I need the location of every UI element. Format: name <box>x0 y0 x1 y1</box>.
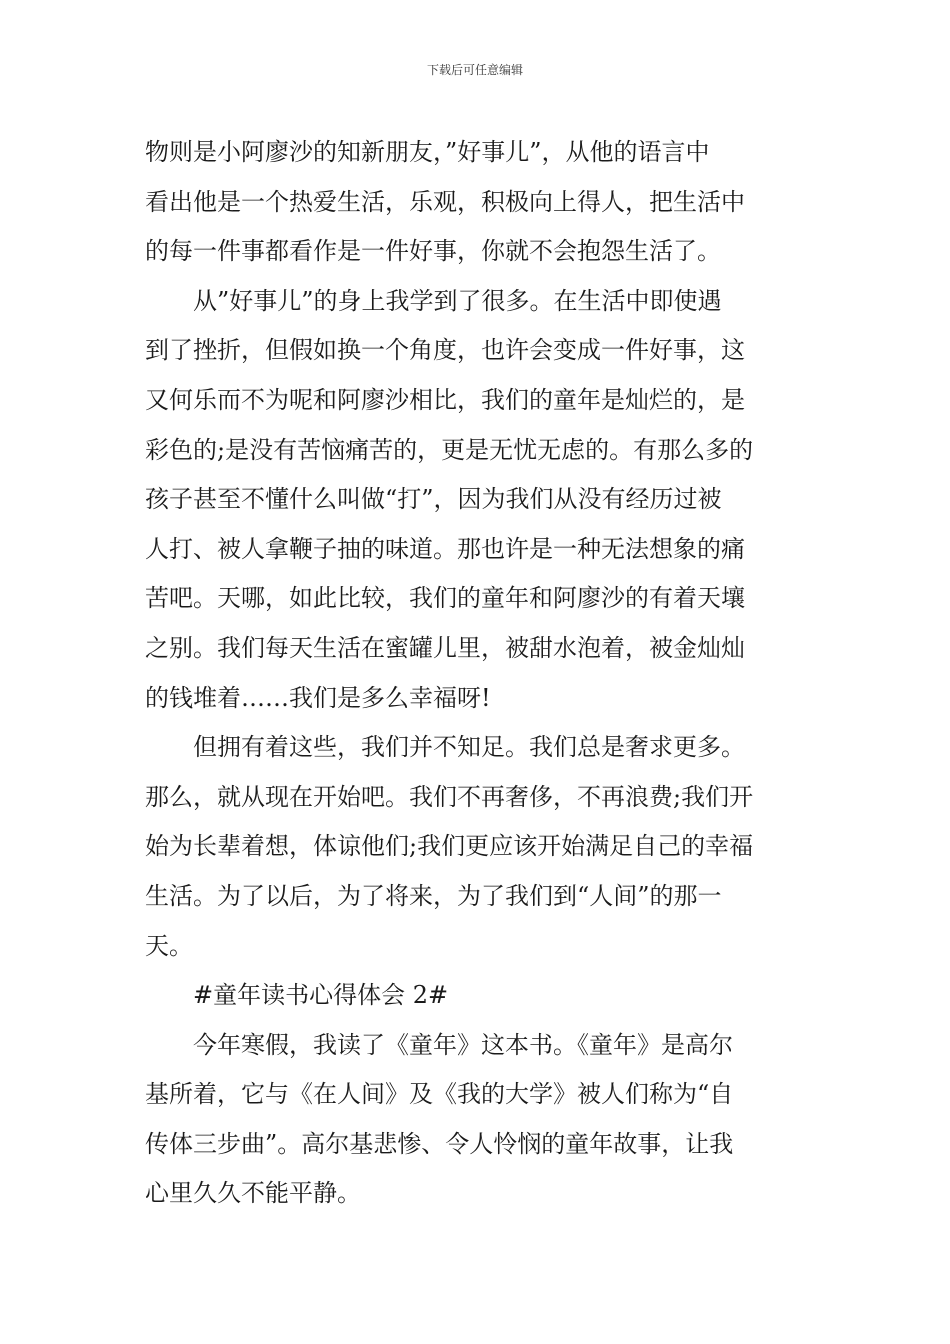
paragraph-start-line: 但拥有着这些，我们并不知足。我们总是奢求更多。 <box>193 733 745 762</box>
text-line: 人打、被人拿鞭子抽的味道。那也许是一种无法想象的痛 <box>145 534 745 563</box>
text-line: 生活。为了以后，为了将来，为了我们到“人间”的那一 <box>145 881 722 910</box>
text-line: 又何乐而不为呢和阿廖沙相比，我们的童年是灿烂的，是 <box>145 385 745 414</box>
text-line: 物则是小阿廖沙的知新朋友，”好事儿”，从他的语言中 <box>145 138 710 166</box>
paragraph-start-line: 从”好事儿”的身上我学到了很多。在生活中即使遇 <box>193 286 722 315</box>
text-line: 基所着，它与《在人间》及《我的大学》被人们称为“自 <box>145 1080 734 1109</box>
text-line: 彩色的;是没有苦恼痛苦的，更是无忧无虑的。有那么多的 <box>145 435 754 464</box>
text-line: 心里久久不能平静。 <box>145 1179 361 1208</box>
text-line: 的钱堆着……我们是多么幸福呀! <box>145 683 491 712</box>
document-body <box>145 128 815 1219</box>
text-line: 孩子甚至不懂什么叫做“打”，因为我们从没有经历过被 <box>145 485 722 514</box>
text-line: 那么，就从现在开始吧。我们不再奢侈，不再浪费;我们开 <box>145 782 754 811</box>
paragraph-start-line: 今年寒假，我读了《童年》这本书。《童年》是高尔 <box>193 1030 733 1059</box>
text-line: 传体三步曲”。高尔基悲惨、令人怜悯的童年故事，让我 <box>145 1129 734 1158</box>
page-header: 下载后可任意编辑 <box>426 63 523 77</box>
text-line: 的每一件事都看作是一件好事，你就不会抱怨生活了。 <box>145 237 721 266</box>
text-line: 天。 <box>145 931 193 960</box>
text-line: 之别。我们每天生活在蜜罐儿里，被甜水泡着，被金灿灿 <box>145 633 745 662</box>
text-line: 始为长辈着想，体谅他们;我们更应该开始满足自己的幸福 <box>145 832 754 861</box>
text-line: 看出他是一个热爱生活，乐观，积极向上得人，把生活中 <box>145 187 745 216</box>
text-line: 苦吧。天哪，如此比较，我们的童年和阿廖沙的有着天壤 <box>145 584 745 613</box>
text-line: 到了挫折，但假如换一个角度，也许会变成一件好事，这 <box>145 336 745 365</box>
section-heading: #童年读书心得体会 2# <box>193 981 449 1010</box>
